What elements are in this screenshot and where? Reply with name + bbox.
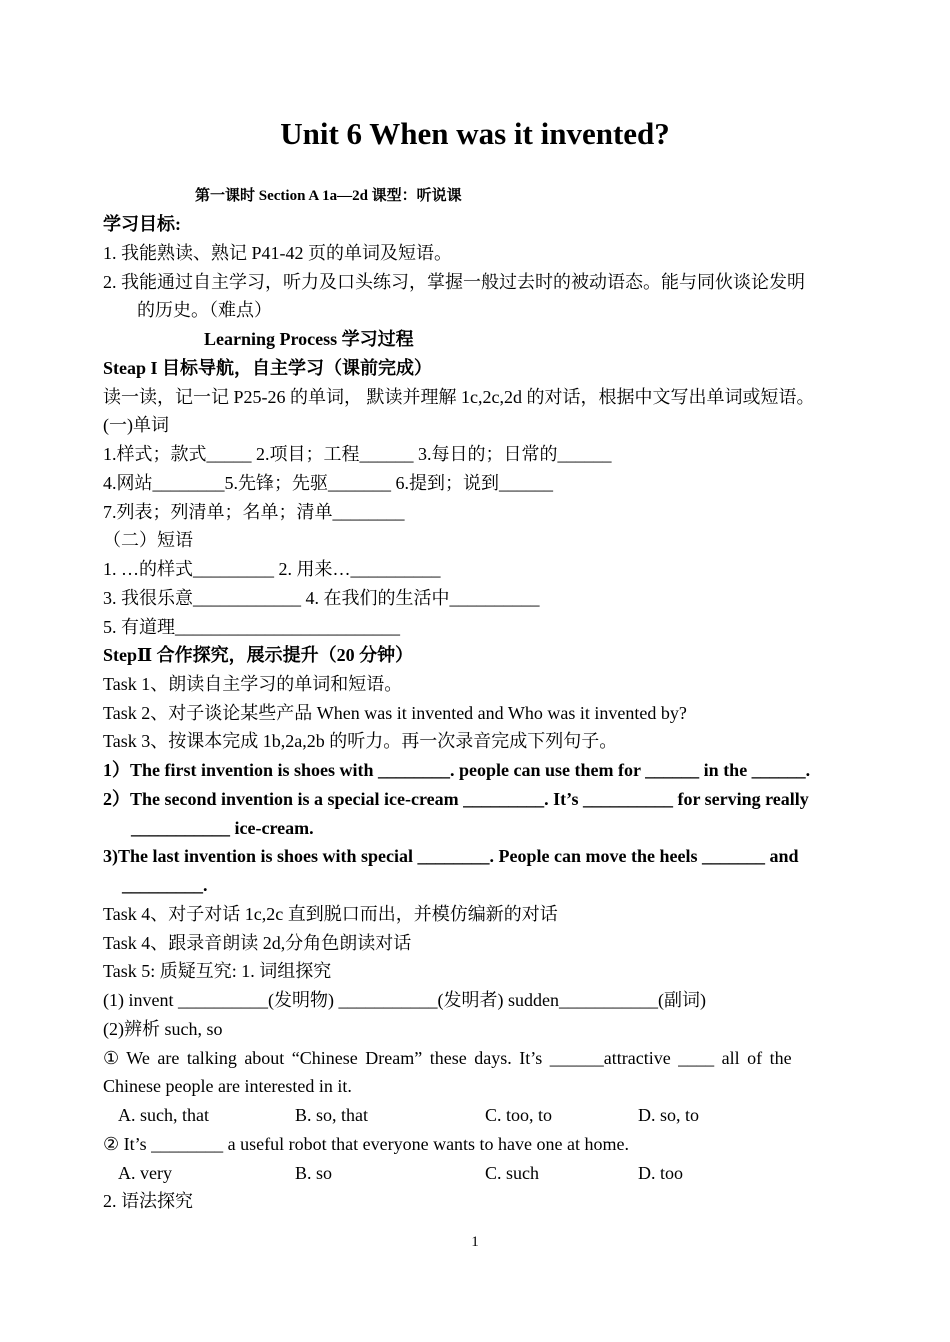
lesson-subtitle: 第一课时 Section A 1a—2d 课型：听说课 [195, 188, 462, 204]
task-2: Task 2、对子谈论某些产品 When was it invented and Who was it invented by? [103, 703, 687, 723]
q2-option-c: C. such [485, 1163, 539, 1183]
sentence-2: 2）The second invention is a special ice-cream _________. It’s __________ for serving really [103, 789, 809, 809]
sentence-2-cont: ___________ ice-cream. [131, 818, 314, 838]
task-4a: Task 4、对子对话 1c,2c 直到脱口而出，并模仿编新的对话 [103, 904, 558, 924]
phrases-line-2: 3. 我很乐意____________ 4. 在我们的生活中__________ [103, 588, 540, 608]
phrases-line-1: 1. …的样式_________ 2. 用来…__________ [103, 559, 441, 579]
step2-heading: StepⅡ 合作探究，展示提升（20 分钟） [103, 645, 414, 665]
step1-heading: Steap I 目标导航，自主学习（课前完成） [103, 358, 433, 378]
words-heading: (一)单词 [103, 415, 169, 435]
q1-option-a: A. such, that [118, 1105, 209, 1125]
words-line-1: 1.样式；款式_____ 2.项目；工程______ 3.每日的；日常的______ [103, 444, 612, 464]
sentence-1: 1）The first invention is shoes with ________. people can use them for ______ in the ______. [103, 760, 811, 780]
task-1: Task 1、朗读自主学习的单词和短语。 [103, 674, 403, 694]
step1-intro: 读一读，记一记 P25-26 的单词， 默读并理解 1c,2c,2d 的对话，根据中文写出单词或短语。 [103, 387, 815, 407]
q2-option-d: D. too [638, 1163, 683, 1183]
phrases-heading: （二）短语 [103, 530, 193, 550]
q1-option-b: B. so, that [295, 1105, 369, 1125]
page-number: 1 [471, 1234, 479, 1250]
task-5: Task 5: 质疑互究: 1. 词组探究 [103, 961, 332, 981]
words-line-2: 4.网站________5.先锋；先驱_______ 6.提到；说到______ [103, 473, 553, 493]
question-1-cont: Chinese people are interested in it. [103, 1076, 352, 1096]
q2-option-b: B. so [295, 1163, 333, 1183]
objective-2-cont: 的历史。（难点） [137, 300, 272, 320]
objectives-heading: 学习目标: [103, 214, 181, 234]
grammar-heading: 2. 语法探究 [103, 1191, 193, 1211]
such-so-heading: (2)辨析 such, so [103, 1019, 223, 1039]
sentence-3: 3)The last invention is shoes with special ________. People can move the heels _______ and [103, 846, 799, 866]
q1-option-c: C. too, to [485, 1105, 553, 1125]
words-line-3: 7.列表；列清单；名单；清单________ [103, 502, 405, 522]
task-4b: Task 4、跟录音朗读 2d,分角色朗读对话 [103, 933, 412, 953]
question-2: ② It’s ________ a useful robot that everyone wants to have one at home. [103, 1134, 630, 1154]
learning-process-heading: Learning Process 学习过程 [204, 329, 414, 349]
q2-option-a: A. very [118, 1163, 172, 1183]
word-family-line: (1) invent __________(发明物) ___________(发明者) sudden___________(副词) [103, 990, 706, 1010]
q1-option-d: D. so, to [638, 1105, 700, 1125]
objective-1: 1. 我能熟读、熟记 P41-42 页的单词及短语。 [103, 243, 453, 263]
objective-2: 2. 我能通过自主学习，听力及口头练习，掌握一般过去时的被动语态。能与同伙谈论发明 [103, 272, 805, 292]
question-1: ① We are talking about “Chinese Dream” these days. It’s ______attractive ____ all of the [103, 1048, 792, 1068]
task-3: Task 3、按课本完成 1b,2a,2b 的听力。再一次录音完成下列句子。 [103, 731, 618, 751]
sentence-3-cont: _________. [122, 875, 208, 895]
page-title: Unit 6 When was it invented? [280, 116, 670, 151]
phrases-line-3: 5. 有道理_________________________ [103, 617, 400, 637]
